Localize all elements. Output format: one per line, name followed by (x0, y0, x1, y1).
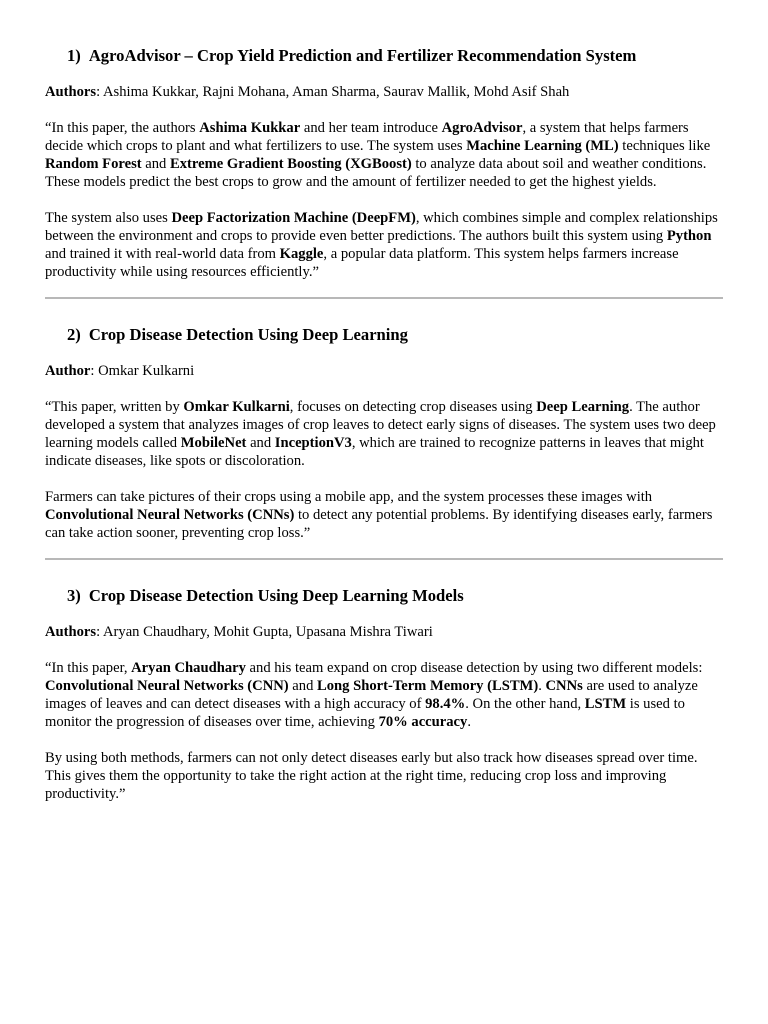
text-run: is used to monitor the progression of diseases over time, achieving (45, 696, 685, 730)
text-run: By using both methods, farmers can not only detect diseases early but also track how diseases spread over time. This gives them the opportunity to take the right action at the right time, reducing crop loss and improving productivity.” (45, 750, 698, 802)
bold-text-run: Machine Learning (ML) (466, 138, 619, 154)
bold-text-run: Kaggle (279, 246, 324, 262)
section-title-text: Crop Disease Detection Using Deep Learning Models (88, 586, 464, 605)
text-run: The system also uses (45, 210, 172, 226)
authors-line: Authors: Aryan Chaudhary, Mohit Gupta, Upasana Mishra Tiwari (45, 624, 433, 640)
bold-text-run: InceptionV3 (274, 435, 352, 451)
text-run: , which are trained to recognize patterns in leaves that might indicate diseases, like spots or discoloration. (45, 435, 704, 469)
bold-text-run: AgroAdvisor (441, 120, 523, 136)
summary-paragraph (45, 749, 723, 803)
bold-text-run: Deep Learning (536, 399, 630, 415)
summary-paragraph (45, 209, 723, 281)
text-run: . On the other hand, (465, 696, 585, 712)
text-run: “In this paper, (45, 660, 132, 676)
authors-names: Ashima Kukkar, Rajni Mohana, Aman Sharma, Saurav Mallik, Mohd Asif Shah (103, 84, 570, 100)
paper-section-1 (45, 45, 723, 299)
bold-text-run: Deep Factorization Machine (DeepFM) (171, 210, 416, 226)
bold-text-run: Omkar Kulkarni (183, 399, 290, 415)
bold-text-run: Convolutional Neural Networks (CNNs) (45, 507, 295, 523)
section-number: 1) (67, 46, 81, 65)
text-run: . The author developed a system that analyzes images of crop leaves to detect early signs of diseases. The system uses two deep learning models called (45, 399, 716, 451)
text-run: Farmers can take pictures of their crops using a mobile app, and the system processes these images with (45, 489, 653, 505)
paper-section-2 (45, 299, 723, 560)
authors-label: Authors (45, 624, 97, 640)
section-number: 3) (67, 586, 81, 605)
section-number: 2) (67, 325, 81, 344)
section-title (45, 45, 723, 67)
authors-names: Omkar Kulkarni (98, 363, 195, 379)
section-title (45, 324, 723, 346)
text-run: and her team introduce (300, 120, 442, 136)
text-run: are used to analyze images of leaves and can detect diseases with a high accuracy of (45, 678, 698, 712)
bold-text-run: Convolutional Neural Networks (CNN) (45, 678, 289, 694)
authors-line: Author: Omkar Kulkarni (45, 363, 195, 379)
section-title-text: Crop Disease Detection Using Deep Learning (88, 325, 408, 344)
text-run: and (246, 435, 275, 451)
text-run: , a system that helps farmers decide which crops to plant and what fertilizers to use. The system uses (45, 120, 689, 154)
text-run: “This paper, written by (45, 399, 184, 415)
bold-text-run: Random Forest (45, 156, 142, 172)
bold-text-run: MobileNet (180, 435, 247, 451)
bold-text-run: Long Short-Term Memory (LSTM) (317, 678, 539, 694)
paper-section-3 (45, 560, 723, 803)
text-run: “In this paper, the authors (45, 120, 200, 136)
text-run: and (288, 678, 318, 694)
summary-paragraph (45, 119, 723, 191)
text-run: to analyze data about soil and weather conditions. These models predict the best crops to grow and the amount of fertilizer needed to get the highest yields. (45, 156, 707, 190)
bold-text-run: 70% accuracy (378, 714, 468, 730)
text-run: , which combines simple and complex relationships between the environment and crops to provide even better predictions. The authors built this system using (45, 210, 718, 244)
bold-text-run: 98.4% (425, 696, 466, 712)
text-run: and trained it with real-world data from (45, 246, 280, 262)
text-run: to detect any potential problems. By identifying diseases early, farmers can take action sooner, preventing crop loss.” (45, 507, 713, 541)
summary-paragraph (45, 659, 723, 731)
text-run: , focuses on detecting crop diseases using (289, 399, 537, 415)
text-run: . (467, 714, 471, 730)
text-run: , a popular data platform. This system helps farmers increase productivity while using resources efficiently.” (45, 246, 679, 280)
authors-line: Authors: Ashima Kukkar, Rajni Mohana, Aman Sharma, Saurav Mallik, Mohd Asif Shah (45, 84, 570, 100)
text-run: techniques like (618, 138, 711, 154)
text-run: and his team expand on crop disease detection by using two different models: (245, 660, 703, 676)
text-run: . (538, 678, 546, 694)
bold-text-run: Extreme Gradient Boosting (XGBoost) (170, 156, 412, 172)
section-title (45, 585, 723, 607)
section-title-text: AgroAdvisor – Crop Yield Prediction and Fertilizer Recommendation System (88, 46, 637, 65)
bold-text-run: Python (666, 228, 712, 244)
bold-text-run: Ashima Kukkar (199, 120, 301, 136)
text-run: and (141, 156, 170, 172)
bold-text-run: Aryan Chaudhary (131, 660, 246, 676)
bold-text-run: LSTM (584, 696, 627, 712)
authors-label: Authors (45, 84, 97, 100)
authors-label: Author (45, 363, 91, 379)
summary-paragraph (45, 398, 723, 470)
bold-text-run: CNNs (545, 678, 583, 694)
authors-names: Aryan Chaudhary, Mohit Gupta, Upasana Mishra Tiwari (103, 624, 433, 640)
summary-paragraph (45, 488, 723, 542)
